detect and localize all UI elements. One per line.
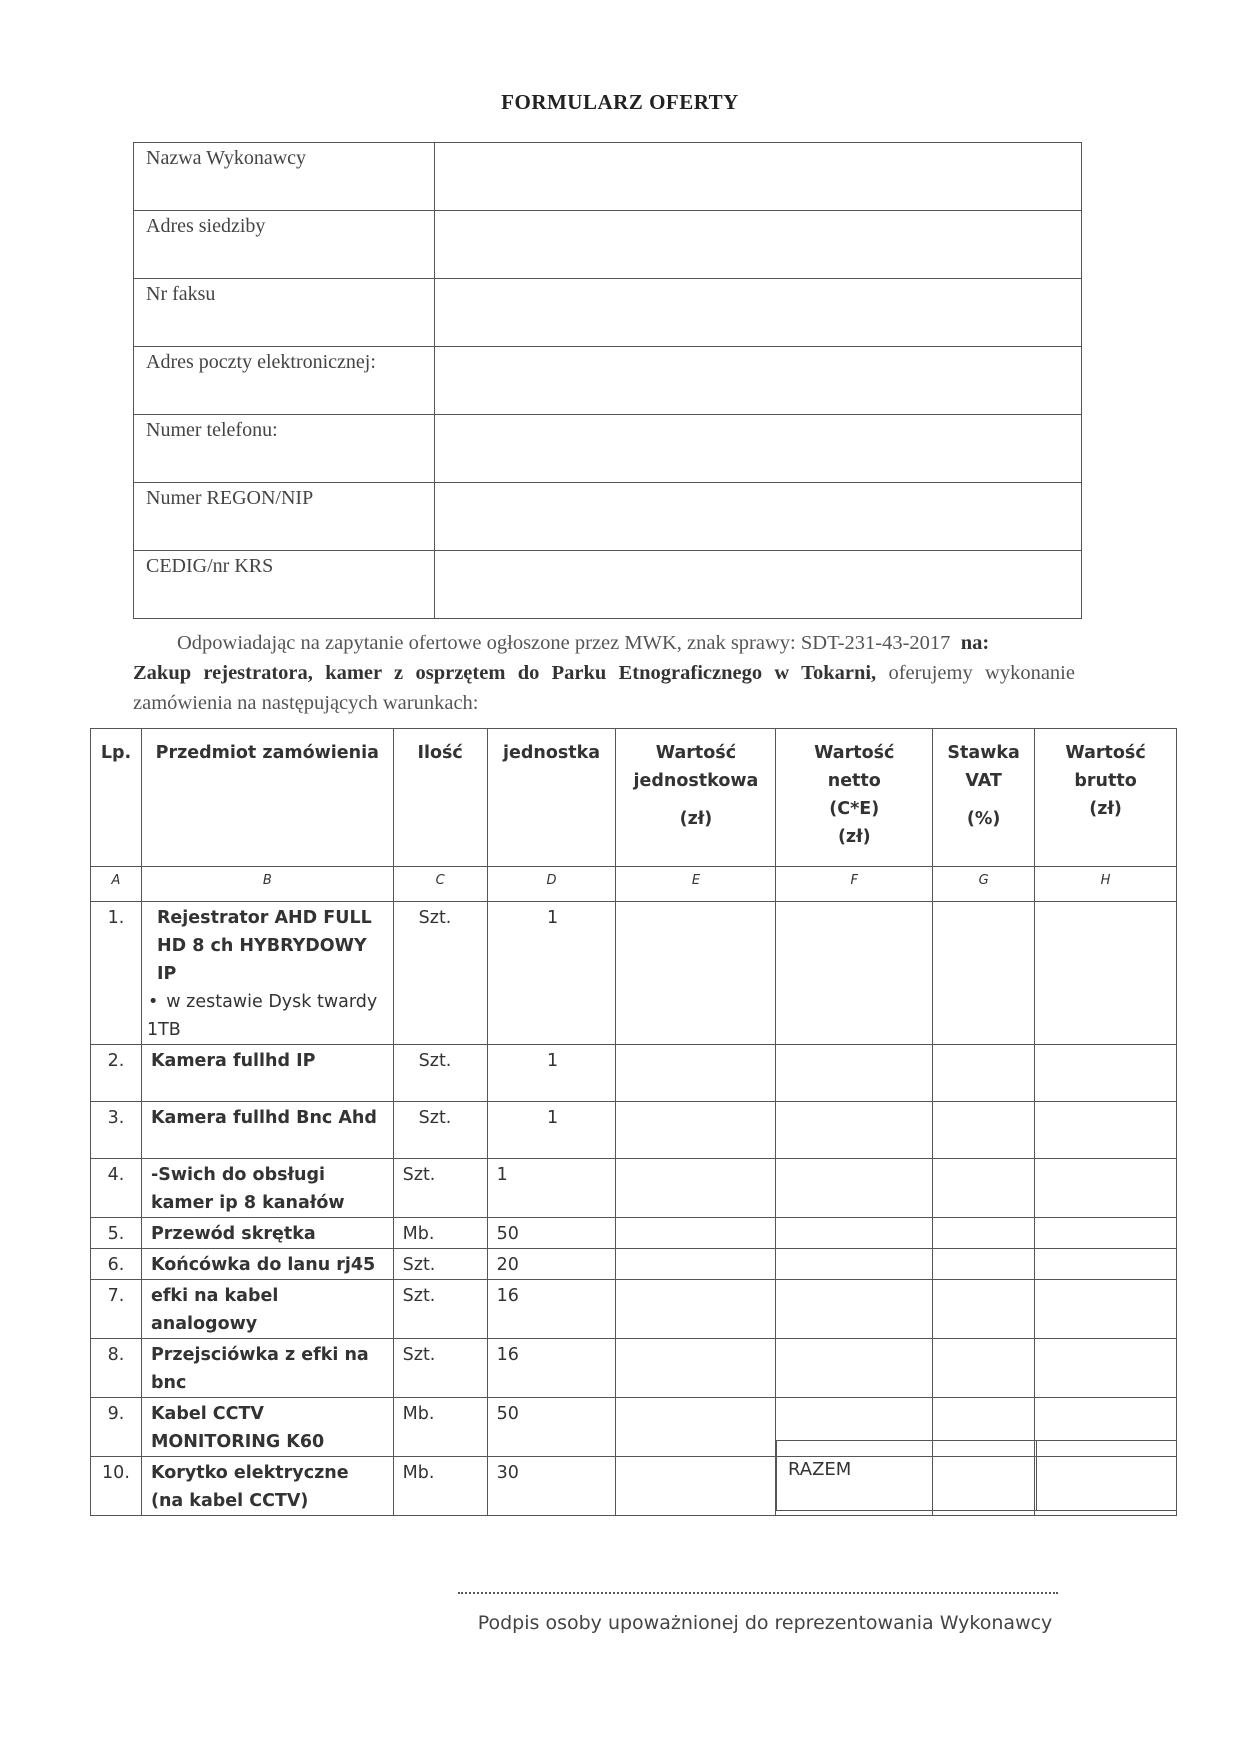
row-unit-value[interactable] (616, 1280, 776, 1339)
contractor-row-phone (134, 415, 1082, 483)
header-unit-value-line1: Wartość (655, 743, 737, 763)
contractor-row-name (134, 143, 1082, 211)
header-vat-line1: Stawka (947, 743, 1020, 763)
column-letter: D (487, 867, 616, 902)
column-letter: E (616, 867, 776, 902)
table-row (91, 1339, 1177, 1398)
row-unit-value[interactable] (616, 1398, 776, 1457)
header-net-line4: (zł) (837, 827, 871, 847)
field-label-regon-nip: Numer REGON/NIP (134, 483, 435, 551)
row-lp: 6. (91, 1249, 142, 1280)
row-qty: 16 (487, 1339, 616, 1398)
row-qty: 1 (487, 1045, 616, 1102)
offer-table (90, 728, 1177, 1516)
row-gross-value[interactable] (1035, 1218, 1177, 1249)
row-lp: 9. (91, 1398, 142, 1457)
row-unit-value[interactable] (616, 1045, 776, 1102)
row-qty: 1 (487, 1102, 616, 1159)
row-lp: 4. (91, 1159, 142, 1218)
row-unit: Szt. (393, 902, 487, 1045)
row-qty: 50 (487, 1218, 616, 1249)
contractor-row-krs (134, 551, 1082, 619)
row-net-value[interactable] (776, 902, 933, 1045)
row-vat-rate[interactable] (933, 1045, 1035, 1102)
field-label-cedig-krs: CEDIG/nr KRS (134, 551, 435, 619)
header-gross-value (1035, 729, 1177, 867)
intro-na: na: (960, 632, 990, 654)
row-unit-value[interactable] (616, 902, 776, 1045)
field-label-email: Adres poczty elektronicznej: (134, 347, 435, 415)
field-label-phone: Numer telefonu: (134, 415, 435, 483)
header-vat-line2: VAT (965, 771, 1002, 791)
column-letter: H (1035, 867, 1177, 902)
header-net-line3: (C*E) (829, 799, 880, 819)
field-value-cedig-krs[interactable] (435, 551, 1082, 619)
row-gross-value[interactable] (1035, 1249, 1177, 1280)
row-unit-value[interactable] (616, 1218, 776, 1249)
row-unit: Szt. (393, 1045, 487, 1102)
signature-caption: Podpis osoby upoważnionej do reprezentowania Wykonawcy (477, 1612, 1053, 1634)
header-gross-line2: brutto (1074, 771, 1137, 791)
row-item-name: Przejsciówka z efki na bnc (141, 1339, 393, 1398)
header-item: Przedmiot zamówienia (141, 729, 393, 867)
row-item-name: efki na kabel analogowy (141, 1280, 393, 1339)
row-unit-value[interactable] (616, 1457, 776, 1516)
contractor-row-address (134, 211, 1082, 279)
column-letter: G (933, 867, 1035, 902)
contractor-info-table (133, 142, 1082, 619)
row-lp: 1. (91, 902, 142, 1045)
header-net-line1: Wartość (814, 743, 895, 763)
row-lp: 8. (91, 1339, 142, 1398)
column-letter: F (776, 867, 933, 902)
form-title: FORMULARZ OFERTY (501, 90, 739, 114)
row-net-value[interactable] (776, 1218, 933, 1249)
row-unit: Mb. (393, 1218, 487, 1249)
row-gross-value[interactable] (1035, 1102, 1177, 1159)
row-vat-rate[interactable] (933, 1280, 1035, 1339)
header-lp: Lp. (91, 729, 142, 867)
row-net-value[interactable] (776, 1249, 933, 1280)
row-item-name: Kamera fullhd IP (141, 1045, 393, 1102)
row-lp: 10. (91, 1457, 142, 1516)
row-item-notes (147, 988, 386, 1044)
row-item-name: Końcówka do lanu rj45 (141, 1249, 393, 1280)
column-letter: B (141, 867, 393, 902)
header-vat-rate (933, 729, 1035, 867)
table-row (91, 1218, 1177, 1249)
row-vat-rate[interactable] (933, 1218, 1035, 1249)
intro-subject: Zakup rejestratora, kamer z osprzętem do Parku Etnograficznego w Tokarni, (133, 662, 877, 684)
contractor-row-regon (134, 483, 1082, 551)
row-qty: 1 (487, 1159, 616, 1218)
total-label: RAZEM (777, 1441, 1037, 1511)
contractor-row-fax (134, 279, 1082, 347)
row-item-title: Rejestrator AHD FULL HD 8 ch HYBRYDOWY IP (156, 908, 372, 984)
row-unit-value[interactable] (616, 1102, 776, 1159)
field-label-fax: Nr faksu (134, 279, 435, 347)
row-net-value[interactable] (776, 1280, 933, 1339)
intro-prefix: Odpowiadając na zapytanie ofertowe ogłoszone przez MWK, znak sprawy: SDT-231-43-2017 (177, 632, 951, 654)
header-net-line2: netto (827, 771, 881, 791)
row-gross-value[interactable] (1035, 1159, 1177, 1218)
row-net-value[interactable] (776, 1159, 933, 1218)
field-label-company-name: Nazwa Wykonawcy (134, 143, 435, 211)
row-gross-value[interactable] (1035, 902, 1177, 1045)
row-item-note: • w zestawie Dysk twardy 1TB (147, 988, 386, 1044)
row-unit: Mb. (393, 1398, 487, 1457)
row-item-name: Kabel CCTV MONITORING K60 (141, 1398, 393, 1457)
row-unit: Mb. (393, 1457, 487, 1516)
field-value-email[interactable] (435, 347, 1082, 415)
row-unit: Szt. (393, 1249, 487, 1280)
table-row (91, 1280, 1177, 1339)
field-value-fax[interactable] (435, 279, 1082, 347)
table-row (91, 1102, 1177, 1159)
header-net-value (776, 729, 933, 867)
header-unit-value-line3: (zł) (679, 809, 713, 829)
total-gross-value[interactable] (1037, 1441, 1177, 1511)
row-item-name: -Swich do obsługi kamer ip 8 kanałów (141, 1159, 393, 1218)
column-letter: C (393, 867, 487, 902)
row-unit: Szt. (393, 1339, 487, 1398)
row-vat-rate[interactable] (933, 1339, 1035, 1398)
total-table (776, 1440, 1177, 1511)
row-unit: Szt. (393, 1102, 487, 1159)
row-lp: 2. (91, 1045, 142, 1102)
row-net-value[interactable] (776, 1045, 933, 1102)
row-lp: 5. (91, 1218, 142, 1249)
row-net-value[interactable] (776, 1102, 933, 1159)
contractor-row-email (134, 347, 1082, 415)
row-gross-value[interactable] (1035, 1045, 1177, 1102)
row-vat-rate[interactable] (933, 902, 1035, 1045)
field-value-phone[interactable] (435, 415, 1082, 483)
row-net-value[interactable] (776, 1339, 933, 1398)
field-value-regon-nip[interactable] (435, 483, 1082, 551)
table-row (91, 1159, 1177, 1218)
row-unit: Szt. (393, 1159, 487, 1218)
header-vat-line3: (%) (966, 809, 1001, 829)
field-value-address[interactable] (435, 211, 1082, 279)
row-item-name: Przewód skrętka (141, 1218, 393, 1249)
header-gross-line3: (zł) (1089, 799, 1122, 819)
row-unit: Szt. (393, 1280, 487, 1339)
row-lp: 7. (91, 1280, 142, 1339)
field-value-company-name[interactable] (435, 143, 1082, 211)
header-unit-value-line2: jednostkowa (633, 771, 759, 791)
row-gross-value[interactable] (1035, 1339, 1177, 1398)
row-vat-rate[interactable] (933, 1102, 1035, 1159)
row-gross-value[interactable] (1035, 1280, 1177, 1339)
row-qty: 20 (487, 1249, 616, 1280)
column-letter: A (91, 867, 142, 902)
intro-suffix: oferujemy wykonanie zamówienia na następujących warunkach: (133, 662, 1075, 714)
row-unit-value[interactable] (616, 1159, 776, 1218)
row-qty: 16 (487, 1280, 616, 1339)
signature-line[interactable] (458, 1592, 1058, 1594)
row-unit-value[interactable] (616, 1339, 776, 1398)
intro-paragraph (133, 628, 1075, 718)
row-item-name (141, 902, 393, 1045)
row-unit-value[interactable] (616, 1249, 776, 1280)
row-item-name: Korytko elektryczne (na kabel CCTV) (141, 1457, 393, 1516)
total-row (777, 1441, 1177, 1511)
row-vat-rate[interactable] (933, 1249, 1035, 1280)
table-row (91, 902, 1177, 1045)
row-qty: 50 (487, 1398, 616, 1457)
row-lp: 3. (91, 1102, 142, 1159)
column-letter-row (91, 867, 1177, 902)
field-label-address: Adres siedziby (134, 211, 435, 279)
table-row (91, 1249, 1177, 1280)
header-qty: Ilość (393, 729, 487, 867)
header-unit: jednostka (487, 729, 616, 867)
header-gross-line1: Wartość (1065, 743, 1146, 763)
row-qty: 30 (487, 1457, 616, 1516)
row-vat-rate[interactable] (933, 1159, 1035, 1218)
table-row (91, 1045, 1177, 1102)
table-header-row (91, 729, 1177, 867)
row-item-name: Kamera fullhd Bnc Ahd (141, 1102, 393, 1159)
row-qty: 1 (487, 902, 616, 1045)
header-unit-value (616, 729, 776, 867)
